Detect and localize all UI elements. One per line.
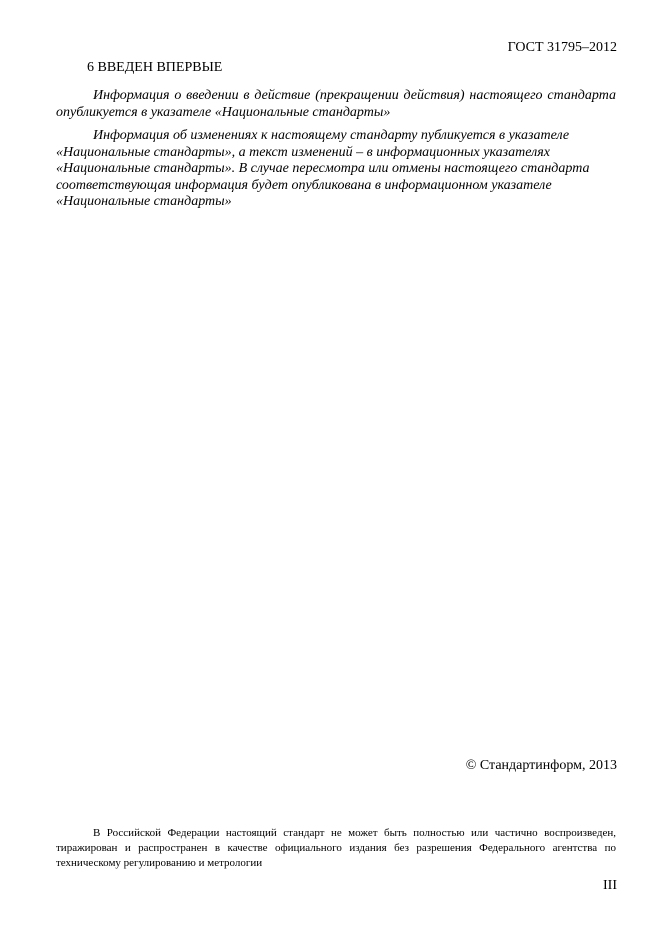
copyright-notice: © Стандартинформ, 2013 <box>465 758 617 773</box>
changes-info-paragraph: Информация об изменениях к настоящему стандарту публикуется в указателе «Национальные стандарты», а текст изменений – в информационных указателях «Национальные стандарты». В случае пересмотра или отмены настоящего стандарта соответствующая информация будет опубликована в информационном указателе «Национальные стандарты» <box>56 128 590 209</box>
intro-info-paragraph: Информация о введении в действие (прекращении действия) настоящего стандарта опубликуется в указателе «Национальные стандарты» <box>56 88 616 120</box>
page-number: III <box>603 878 617 893</box>
document-header-code: ГОСТ 31795–2012 <box>507 40 617 55</box>
legal-notice: В Российской Федерации настоящий стандарт не может быть полностью или частично воспроизведен, тиражирован и распространен в качестве официального издания без разрешения Федерального агентства по техническому регулированию и метрологии <box>56 827 616 869</box>
section-item-6: 6 ВВЕДЕН ВПЕРВЫЕ <box>87 60 223 75</box>
